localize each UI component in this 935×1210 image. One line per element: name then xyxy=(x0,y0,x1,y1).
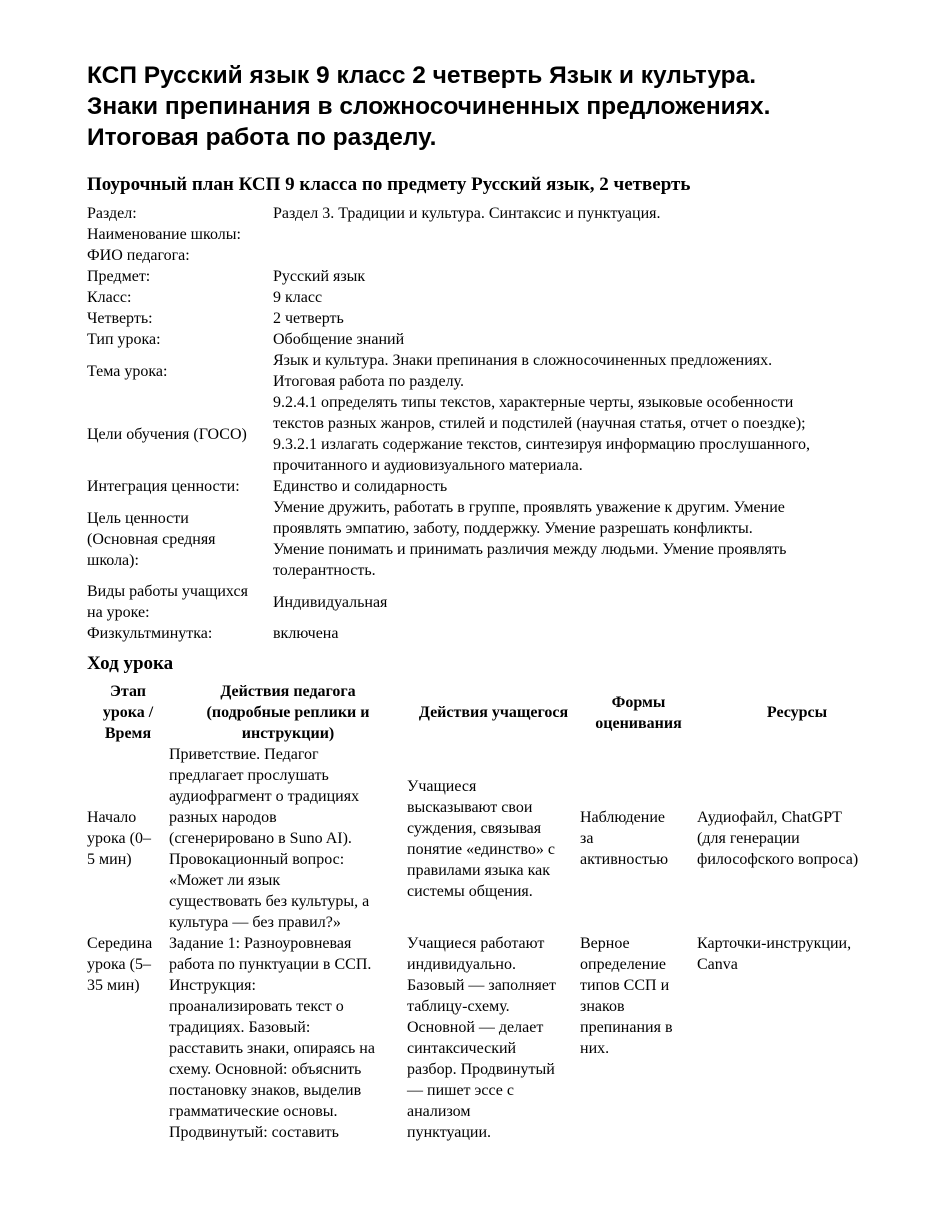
lesson-header-row xyxy=(87,681,897,744)
info-value-line: толерантность. xyxy=(273,562,376,579)
info-row-work-type xyxy=(87,581,897,623)
header-line: оценивания xyxy=(595,714,682,732)
cell-line: Основной — делает xyxy=(407,1019,544,1036)
cell-line: таблицу-схему. xyxy=(407,998,510,1015)
cell-line: Базовый — заполняет xyxy=(407,977,556,994)
cell-student-actions xyxy=(407,933,580,1143)
cell-line: (для генерации xyxy=(697,830,800,847)
info-value xyxy=(273,350,897,392)
plan-subtitle: Поурочный план КСП 9 класса по предмету Русский язык, 2 четверть xyxy=(87,174,691,195)
cell-student-actions xyxy=(407,744,580,933)
lesson-row-start xyxy=(87,744,897,933)
info-row-subject xyxy=(87,266,897,287)
cell-stage xyxy=(87,744,169,933)
cell-line: урока (0– xyxy=(87,830,151,847)
info-label: Интеграция ценности: xyxy=(87,478,240,495)
cell-line: за xyxy=(580,830,594,847)
cell-teacher-actions xyxy=(169,744,407,933)
info-value xyxy=(273,497,897,581)
info-row-values-integration xyxy=(87,476,897,497)
title-line: Итоговая работа по разделу. xyxy=(87,124,437,151)
cell-line: суждения, связывая xyxy=(407,819,542,837)
info-row-goals xyxy=(87,392,897,476)
header-line: (подробные реплики и xyxy=(206,704,370,721)
info-label: Цели обучения (ГОСО) xyxy=(87,425,247,443)
cell-line: разных народов xyxy=(169,809,277,826)
info-value: Единство и солидарность xyxy=(273,478,448,495)
cell-line: анализом xyxy=(407,1103,471,1120)
cell-line: знаков xyxy=(580,998,625,1015)
cell-line: (сгенерировано в Suno AI). xyxy=(169,830,352,847)
info-label: Предмет: xyxy=(87,268,151,285)
lesson-row-middle xyxy=(87,933,897,1143)
info-value: Раздел 3. Традиции и культура. Синтаксис и пунктуация. xyxy=(273,205,661,222)
cell-line: понятие «единство» с xyxy=(407,840,555,858)
info-row-phys xyxy=(87,623,897,644)
info-label: Тип урока: xyxy=(87,331,161,348)
cell-line: урока (5– xyxy=(87,956,151,973)
cell-assessment xyxy=(580,744,697,933)
info-label: ФИО педагога: xyxy=(87,247,190,264)
header-stage xyxy=(87,681,169,744)
info-label: Раздел: xyxy=(87,205,137,222)
lesson-info-table xyxy=(87,203,897,644)
cell-line: существовать без культуры, а xyxy=(169,893,370,910)
cell-line: Карточки-инструкции, xyxy=(697,935,852,952)
lesson-flow-table xyxy=(87,681,897,1143)
cell-line: Наблюдение xyxy=(580,809,665,826)
info-label: Класс: xyxy=(87,289,132,306)
info-value: Обобщение знаний xyxy=(273,331,405,348)
cell-line: индивидуально. xyxy=(407,956,516,973)
cell-line: Продвинутый: составить xyxy=(169,1124,339,1141)
info-value: Русский язык xyxy=(273,268,366,285)
cell-line: Приветствие. Педагог xyxy=(169,746,319,763)
cell-stage xyxy=(87,933,169,1143)
cell-line: проанализировать текст о xyxy=(169,998,344,1015)
cell-line: предлагает прослушать xyxy=(169,767,329,784)
cell-line: препинания в xyxy=(580,1019,673,1036)
info-label: Четверть: xyxy=(87,310,153,327)
cell-line: Задание 1: Разноуровневая xyxy=(169,935,352,952)
info-value xyxy=(273,224,897,245)
info-value-line: 9.2.4.1 определять типы текстов, характерные черты, языковые особенности xyxy=(273,394,794,411)
cell-line: определение xyxy=(580,956,667,973)
cell-line: разбор. Продвинутый xyxy=(407,1061,555,1078)
info-label-line: на уроке: xyxy=(87,604,150,621)
cell-line: системы общения. xyxy=(407,882,533,900)
cell-assessment xyxy=(580,933,697,1143)
info-value: 9 класс xyxy=(273,289,323,306)
title-line: Знаки препинания в сложносочиненных предложениях. xyxy=(87,93,771,120)
header-line: Действия учащегося xyxy=(418,704,569,721)
cell-line: работа по пунктуации в ССП. xyxy=(169,956,372,973)
info-row-razdel xyxy=(87,203,897,224)
cell-line: традициях. Базовый: xyxy=(169,1019,311,1036)
document-title xyxy=(87,60,897,153)
cell-line: — пишет эссе с xyxy=(407,1082,515,1099)
cell-line: постановку знаков, выделив xyxy=(169,1082,362,1099)
header-line: Действия педагога xyxy=(220,683,356,700)
cell-line: Середина xyxy=(87,935,153,952)
cell-line: 35 мин) xyxy=(87,977,140,994)
cell-line: 5 мин) xyxy=(87,851,132,868)
cell-line: грамматические основы. xyxy=(169,1103,338,1120)
info-label-line: Цель ценности xyxy=(87,509,189,527)
info-label-line: Виды работы учащихся xyxy=(87,583,248,600)
info-row-quarter xyxy=(87,308,897,329)
cell-line: Учащиеся xyxy=(407,777,477,795)
info-value-line: Итоговая работа по разделу. xyxy=(273,373,464,390)
info-label-line: (Основная средняя xyxy=(87,530,216,548)
info-label: Физкультминутка: xyxy=(87,625,213,642)
cell-line: философского вопроса) xyxy=(697,851,859,868)
info-value-line: проявлять эмпатию, заботу, поддержку. Умение разрешать конфликты. xyxy=(273,520,753,537)
cell-resources xyxy=(697,744,897,933)
cell-line: Инструкция: xyxy=(169,977,256,994)
header-line: Ресурсы xyxy=(766,704,828,721)
cell-line: пунктуации. xyxy=(407,1124,492,1141)
cell-resources xyxy=(697,933,897,1143)
info-label-line: школа): xyxy=(87,551,139,569)
info-label: Тема урока: xyxy=(87,362,168,380)
info-value xyxy=(273,245,897,266)
cell-line: высказывают свои xyxy=(407,798,533,816)
cell-line: Аудиофайл, ChatGPT xyxy=(697,809,842,826)
info-value xyxy=(273,392,897,476)
cell-line: активностью xyxy=(580,851,669,868)
info-value-line: Язык и культура. Знаки препинания в сложносочиненных предложениях. xyxy=(273,352,773,369)
header-line: Время xyxy=(104,725,152,742)
header-line: урока / xyxy=(102,704,154,721)
cell-line: них. xyxy=(580,1040,610,1057)
info-row-lesson-type xyxy=(87,329,897,350)
info-row-grade xyxy=(87,287,897,308)
cell-line: «Может ли язык xyxy=(169,872,281,889)
info-value: Индивидуальная xyxy=(273,593,388,611)
info-row-topic xyxy=(87,350,897,392)
info-value-line: текстов разных жанров, стилей и подстилей (научная статья, отчет о поездке); xyxy=(273,415,806,432)
info-label: Наименование школы: xyxy=(87,226,241,243)
header-teacher-actions xyxy=(169,681,407,744)
info-value-line: Умение понимать и принимать различия между людьми. Умение проявлять xyxy=(273,541,787,558)
document-page xyxy=(87,60,897,1143)
title-line: КСП Русский язык 9 класс 2 четверть Язык и культура. xyxy=(87,62,757,89)
info-value-line: Умение дружить, работать в группе, проявлять уважение к другим. Умение xyxy=(273,499,785,516)
cell-line: Учащиеся работают xyxy=(407,935,545,952)
header-resources xyxy=(697,681,897,744)
cell-line: расставить знаки, опираясь на xyxy=(169,1040,375,1057)
cell-line: Начало xyxy=(87,809,137,826)
info-value: включена xyxy=(273,625,339,642)
info-row-value-goal xyxy=(87,497,897,581)
cell-line: Провокационный вопрос: xyxy=(169,851,345,868)
lesson-flow-title: Ход урока xyxy=(87,653,174,674)
header-line: Этап xyxy=(110,683,146,700)
cell-line: синтаксический xyxy=(407,1040,517,1057)
cell-line: правилами языка как xyxy=(407,861,551,879)
header-line: инструкции) xyxy=(241,725,335,742)
info-row-teacher xyxy=(87,245,897,266)
info-value-line: 9.3.2.1 излагать содержание текстов, синтезируя информацию прослушанного, xyxy=(273,436,811,453)
header-student-actions xyxy=(407,681,580,744)
info-label xyxy=(87,497,273,581)
info-value: 2 четверть xyxy=(273,310,344,327)
info-value-line: прочитанного и аудиовизуального материала. xyxy=(273,457,583,474)
cell-line: схему. Основной: объяснить xyxy=(169,1061,362,1078)
cell-line: культура — без правил?» xyxy=(169,914,341,931)
cell-teacher-actions xyxy=(169,933,407,1143)
cell-line: Canva xyxy=(697,956,738,973)
info-row-school xyxy=(87,224,897,245)
cell-line: типов ССП и xyxy=(580,977,670,994)
header-assessment xyxy=(580,681,697,744)
info-label xyxy=(87,581,273,623)
cell-line: Верное xyxy=(580,935,630,952)
header-line: Формы xyxy=(611,693,666,711)
cell-line: аудиофрагмент о традициях xyxy=(169,788,360,805)
